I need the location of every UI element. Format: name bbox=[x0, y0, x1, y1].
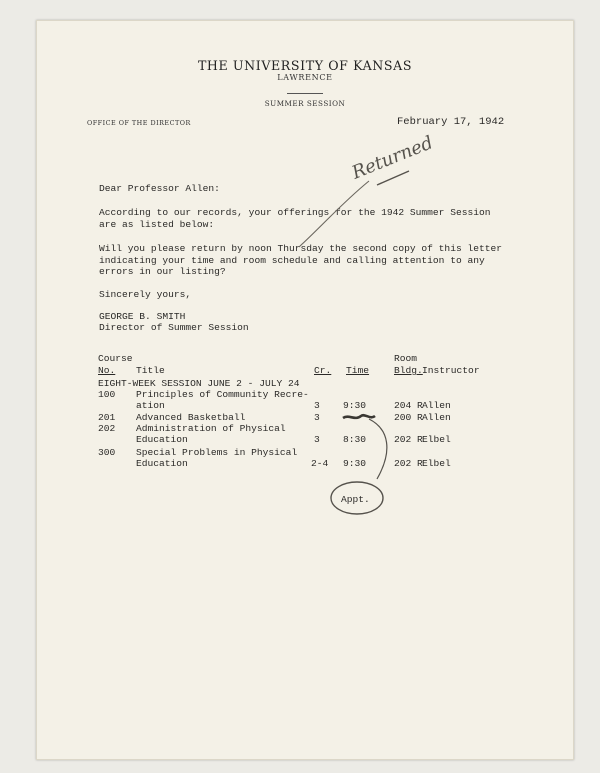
header-title: Title bbox=[136, 365, 165, 376]
course-title: Administration of Physical bbox=[136, 423, 286, 434]
course-no: 201 bbox=[98, 412, 116, 423]
course-room: 200 R bbox=[394, 412, 423, 423]
course-no: 100 bbox=[98, 389, 116, 400]
header-course: Course bbox=[98, 353, 133, 364]
letter-date: February 17, 1942 bbox=[397, 116, 505, 128]
course-instructor: Elbel bbox=[422, 458, 451, 469]
pencil-arrow-line bbox=[369, 419, 387, 479]
course-instructor: Elbel bbox=[422, 434, 451, 445]
course-title-cont: Education bbox=[136, 434, 188, 445]
header-bldg: Bldg. bbox=[394, 365, 423, 376]
paragraph-request: Will you please return by noon Thursday the second copy of this letter indicating your time and room schedule and calling attention to any errors in our listing? bbox=[99, 243, 503, 277]
course-no: 300 bbox=[98, 447, 116, 458]
course-title-cont: Education bbox=[136, 458, 188, 469]
returned-handwriting: Returned bbox=[349, 132, 437, 184]
course-room: 202 R bbox=[394, 458, 423, 469]
header-cr: Cr. bbox=[314, 365, 332, 376]
course-credits: 2-4 bbox=[311, 458, 329, 469]
course-instructor: Allen bbox=[422, 400, 451, 411]
course-instructor: Allen bbox=[422, 412, 451, 423]
session-name: SUMMER SESSION bbox=[264, 99, 346, 108]
course-credits: 3 bbox=[314, 412, 320, 423]
section-label: EIGHT-WEEK SESSION JUNE 2 - JULY 24 bbox=[98, 378, 300, 389]
course-time: 8:30 bbox=[343, 434, 367, 445]
course-no: 202 bbox=[98, 423, 116, 434]
course-credits: 3 bbox=[314, 400, 320, 411]
city-name: LAWRENCE bbox=[277, 73, 333, 82]
signature-name: GEORGE B. SMITH bbox=[99, 311, 186, 322]
header-instructor: Instructor bbox=[422, 365, 480, 376]
header-time: Time bbox=[346, 365, 370, 376]
signature-title: Director of Summer Session bbox=[99, 322, 249, 333]
closing: Sincerely yours, bbox=[99, 289, 192, 300]
course-time: 9:30 bbox=[343, 458, 367, 469]
course-room: 202 R bbox=[394, 434, 423, 445]
course-title: Principles of Community Recre- bbox=[136, 389, 309, 400]
course-title: Special Problems in Physical bbox=[136, 447, 298, 458]
course-title-cont: ation bbox=[136, 400, 165, 411]
appt-note: Appt. bbox=[341, 494, 370, 505]
course-time: 9:30 bbox=[343, 400, 367, 411]
paragraph-records: According to our records, your offerings for the 1942 Summer Session are as listed below: bbox=[99, 207, 491, 230]
header-no: No. bbox=[98, 365, 116, 376]
pencil-annotations bbox=[37, 21, 573, 759]
university-name: THE UNIVERSITY OF KANSAS bbox=[197, 58, 413, 73]
office-label: OFFICE OF THE DIRECTOR bbox=[87, 119, 191, 127]
pencil-stroke bbox=[299, 181, 369, 247]
salutation: Dear Professor Allen: bbox=[99, 183, 220, 194]
course-room: 204 R bbox=[394, 400, 423, 411]
course-credits: 3 bbox=[314, 434, 320, 445]
crossed-out-time bbox=[343, 415, 375, 418]
course-title: Advanced Basketball bbox=[136, 412, 246, 423]
letter-page bbox=[36, 20, 574, 760]
header-room: Room bbox=[394, 353, 418, 364]
